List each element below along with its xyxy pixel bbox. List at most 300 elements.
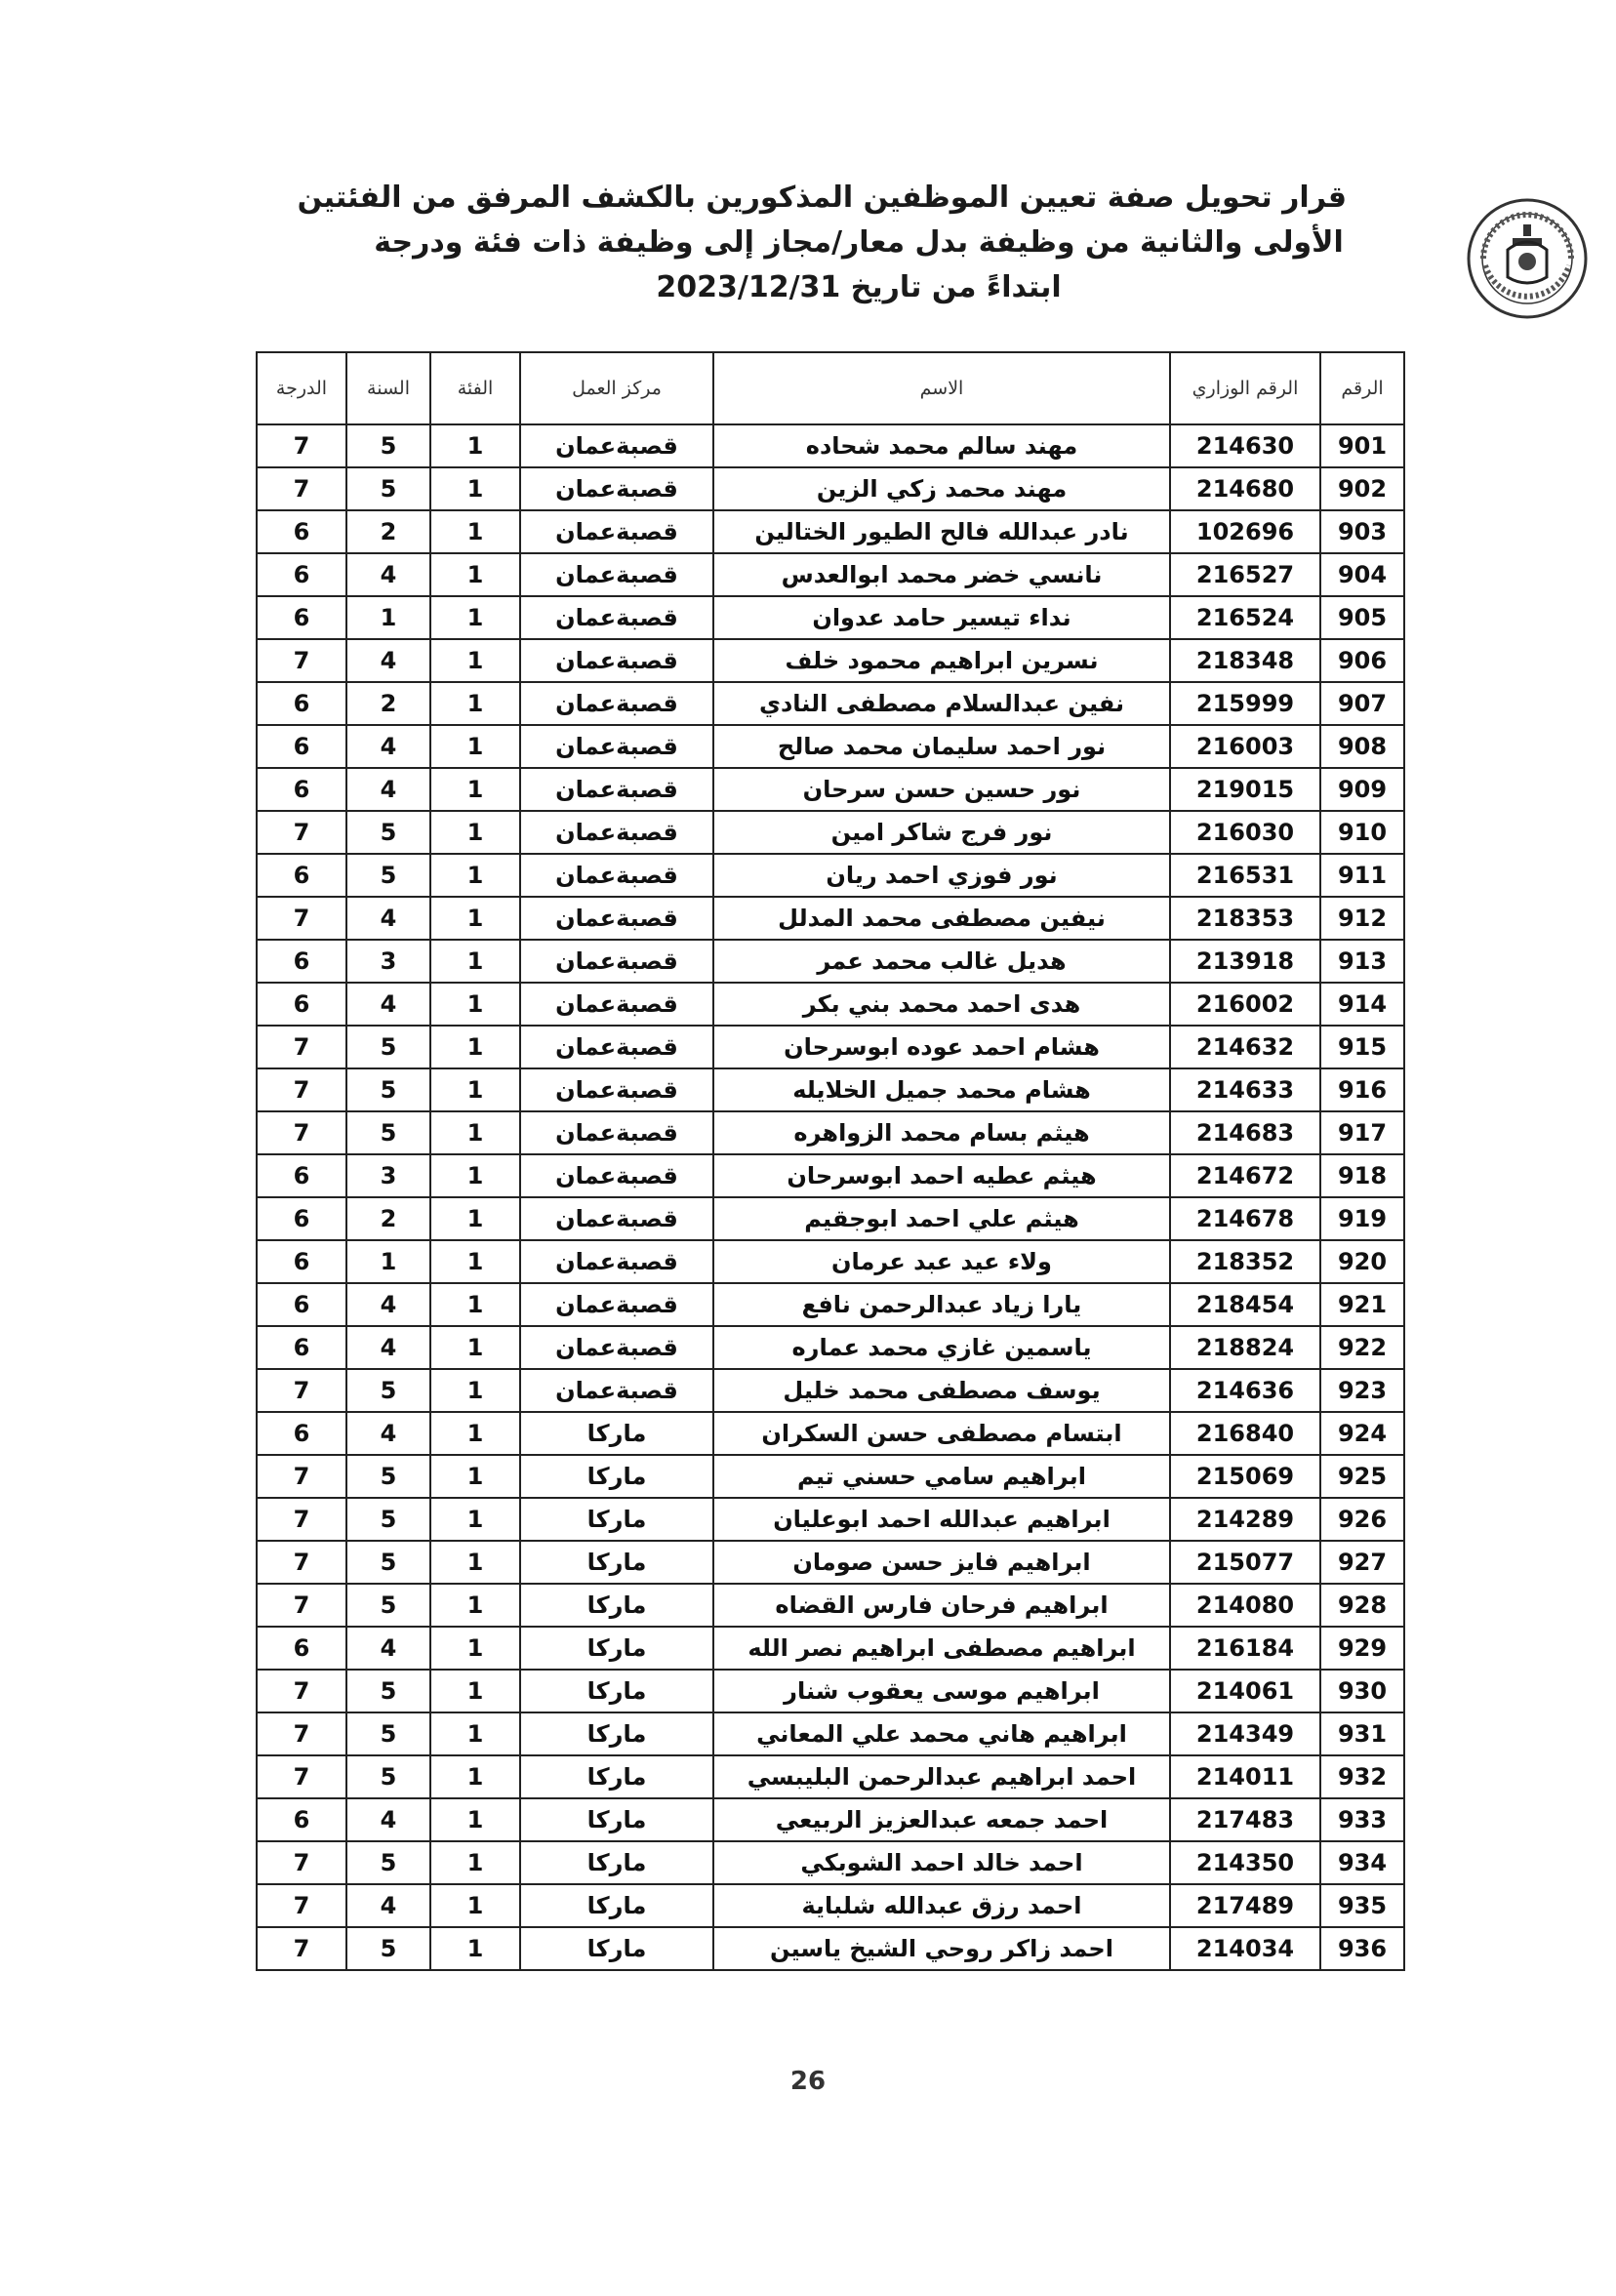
employee-name-cell: ياسمين غازي محمد عماره [713,1326,1170,1369]
employee-name-cell: ابراهيم فرحان فارس القضاه [713,1584,1170,1627]
title-line-2: الأولى والثانية من وظيفة بدل معار/مجاز إلى وظيفة ذات فئة ودرجة [374,225,1344,260]
employee-name-cell: مهند محمد زكي الزين [713,467,1170,510]
grade-cell: 6 [257,1627,346,1670]
employee-name-cell: نور فوزي احمد ريان [713,854,1170,897]
ministry-number-cell: 215069 [1170,1455,1320,1498]
table-row [257,682,1404,725]
work-center-cell: قصبةعمان [520,1240,713,1283]
year-cell: 5 [346,424,430,467]
category-cell: 1 [430,553,520,596]
year-cell: 5 [346,1670,430,1712]
ministry-number-cell: 218352 [1170,1240,1320,1283]
table-header-row [257,352,1404,424]
ministry-number-cell: 215077 [1170,1541,1320,1584]
work-center-cell: ماركا [520,1455,713,1498]
work-center-cell: قصبةعمان [520,725,713,768]
year-cell: 5 [346,1541,430,1584]
column-header-name: الاسم [713,352,1170,424]
table-row [257,725,1404,768]
column-header-grade: الدرجة [257,352,346,424]
work-center-cell: ماركا [520,1627,713,1670]
ministry-number-cell: 214289 [1170,1498,1320,1541]
category-cell: 1 [430,811,520,854]
ministry-number-cell: 216030 [1170,811,1320,854]
table-row [257,1326,1404,1369]
table-row [257,1197,1404,1240]
grade-cell: 7 [257,639,346,682]
employee-name-cell: يارا زياد عبدالرحمن نافع [713,1283,1170,1326]
category-cell: 1 [430,1111,520,1154]
grade-cell: 7 [257,424,346,467]
category-cell: 1 [430,1627,520,1670]
grade-cell: 7 [257,467,346,510]
row-number-cell: 924 [1320,1412,1404,1455]
table-row [257,1927,1404,1970]
category-cell: 1 [430,1455,520,1498]
ministry-number-cell: 214683 [1170,1111,1320,1154]
ministry-number-cell: 214034 [1170,1927,1320,1970]
row-number-cell: 929 [1320,1627,1404,1670]
employees-table [256,351,1405,1971]
grade-cell: 6 [257,1240,346,1283]
work-center-cell: ماركا [520,1798,713,1841]
grade-cell: 6 [257,596,346,639]
category-cell: 1 [430,596,520,639]
work-center-cell: قصبةعمان [520,467,713,510]
year-cell: 5 [346,1712,430,1755]
employee-name-cell: نفين عبدالسلام مصطفى النادي [713,682,1170,725]
category-cell: 1 [430,983,520,1026]
ministry-number-cell: 214350 [1170,1841,1320,1884]
year-cell: 5 [346,1455,430,1498]
category-cell: 1 [430,1026,520,1068]
row-number-cell: 905 [1320,596,1404,639]
table-row [257,1111,1404,1154]
year-cell: 4 [346,1798,430,1841]
table-row [257,553,1404,596]
year-cell: 5 [346,811,430,854]
row-number-cell: 917 [1320,1111,1404,1154]
work-center-cell: ماركا [520,1927,713,1970]
employee-name-cell: نور فرج شاكر امين [713,811,1170,854]
year-cell: 4 [346,1412,430,1455]
category-cell: 1 [430,1584,520,1627]
row-number-cell: 913 [1320,940,1404,983]
row-number-cell: 901 [1320,424,1404,467]
grade-cell: 7 [257,1584,346,1627]
ministry-number-cell: 214680 [1170,467,1320,510]
table-row [257,510,1404,553]
ministry-number-cell: 102696 [1170,510,1320,553]
work-center-cell: قصبةعمان [520,983,713,1026]
grade-cell: 6 [257,682,346,725]
category-cell: 1 [430,1884,520,1927]
work-center-cell: قصبةعمان [520,424,713,467]
category-cell: 1 [430,1240,520,1283]
row-number-cell: 915 [1320,1026,1404,1068]
row-number-cell: 903 [1320,510,1404,553]
table-row [257,424,1404,467]
table-row [257,1627,1404,1670]
employee-name-cell: نور حسين حسن سرحان [713,768,1170,811]
grade-cell: 7 [257,897,346,940]
employee-name-cell: يوسف مصطفى محمد خليل [713,1369,1170,1412]
grade-cell: 6 [257,1798,346,1841]
table-row [257,1498,1404,1541]
grade-cell: 6 [257,1326,346,1369]
employee-name-cell: احمد رزق عبدالله شلباية [713,1884,1170,1927]
work-center-cell: قصبةعمان [520,940,713,983]
grade-cell: 7 [257,1841,346,1884]
work-center-cell: ماركا [520,1670,713,1712]
year-cell: 2 [346,1197,430,1240]
work-center-cell: قصبةعمان [520,811,713,854]
ministry-number-cell: 216531 [1170,854,1320,897]
table-row [257,1541,1404,1584]
year-cell: 5 [346,1927,430,1970]
row-number-cell: 934 [1320,1841,1404,1884]
category-cell: 1 [430,1712,520,1755]
year-cell: 4 [346,639,430,682]
year-cell: 5 [346,1498,430,1541]
grade-cell: 7 [257,811,346,854]
category-cell: 1 [430,1326,520,1369]
employee-name-cell: نيفين مصطفى محمد المدلل [713,897,1170,940]
ministry-number-cell: 214636 [1170,1369,1320,1412]
column-header-number: الرقم [1320,352,1404,424]
employee-name-cell: هيثم بسام محمد الزواهره [713,1111,1170,1154]
grade-cell: 6 [257,510,346,553]
ministry-number-cell: 216840 [1170,1412,1320,1455]
ministry-number-cell: 216524 [1170,596,1320,639]
category-cell: 1 [430,854,520,897]
row-number-cell: 927 [1320,1541,1404,1584]
category-cell: 1 [430,1755,520,1798]
employee-name-cell: احمد جمعه عبدالعزيز الربيعي [713,1798,1170,1841]
grade-cell: 7 [257,1541,346,1584]
category-cell: 1 [430,1541,520,1584]
ministry-seal-icon [1464,195,1591,322]
row-number-cell: 911 [1320,854,1404,897]
ministry-number-cell: 213918 [1170,940,1320,983]
row-number-cell: 933 [1320,1798,1404,1841]
grade-cell: 6 [257,1412,346,1455]
title-line-3: ابتداءً من تاريخ 2023/12/31 [656,270,1062,304]
work-center-cell: قصبةعمان [520,596,713,639]
year-cell: 4 [346,1283,430,1326]
ministry-number-cell: 214080 [1170,1584,1320,1627]
row-number-cell: 919 [1320,1197,1404,1240]
grade-cell: 6 [257,768,346,811]
table-row [257,897,1404,940]
table-row [257,983,1404,1026]
grade-cell: 6 [257,1283,346,1326]
category-cell: 1 [430,1369,520,1412]
grade-cell: 6 [257,553,346,596]
category-cell: 1 [430,1283,520,1326]
column-header-work-center: مركز العمل [520,352,713,424]
grade-cell: 7 [257,1026,346,1068]
employee-name-cell: ابراهيم فايز حسن صومان [713,1541,1170,1584]
category-cell: 1 [430,1927,520,1970]
year-cell: 5 [346,854,430,897]
table-row [257,1283,1404,1326]
work-center-cell: قصبةعمان [520,639,713,682]
year-cell: 4 [346,897,430,940]
grade-cell: 7 [257,1068,346,1111]
ministry-number-cell: 214061 [1170,1670,1320,1712]
employee-name-cell: ابراهيم سامي حسني تيم [713,1455,1170,1498]
employee-name-cell: ابراهيم هاني محمد علي المعاني [713,1712,1170,1755]
grade-cell: 7 [257,1369,346,1412]
table-row [257,1755,1404,1798]
grade-cell: 6 [257,1197,346,1240]
grade-cell: 6 [257,854,346,897]
year-cell: 4 [346,725,430,768]
ministry-number-cell: 214678 [1170,1197,1320,1240]
document-title [297,176,1347,310]
employee-name-cell: هديل غالب محمد عمر [713,940,1170,983]
column-header-year: السنة [346,352,430,424]
year-cell: 5 [346,1026,430,1068]
ministry-number-cell: 214630 [1170,424,1320,467]
work-center-cell: قصبةعمان [520,1369,713,1412]
ministry-number-cell: 218824 [1170,1326,1320,1369]
work-center-cell: ماركا [520,1584,713,1627]
grade-cell: 6 [257,725,346,768]
table-row [257,1240,1404,1283]
ministry-number-cell: 214011 [1170,1755,1320,1798]
table-row [257,1584,1404,1627]
category-cell: 1 [430,1068,520,1111]
employee-name-cell: هيثم عطيه احمد ابوسرحان [713,1154,1170,1197]
employee-name-cell: نانسي خضر محمد ابوالعدس [713,553,1170,596]
work-center-cell: ماركا [520,1841,713,1884]
employee-name-cell: ابتسام مصطفى حسن السكران [713,1412,1170,1455]
row-number-cell: 921 [1320,1283,1404,1326]
grade-cell: 7 [257,1712,346,1755]
category-cell: 1 [430,1197,520,1240]
work-center-cell: ماركا [520,1541,713,1584]
employee-name-cell: ابراهيم مصطفى ابراهيم نصر الله [713,1627,1170,1670]
grade-cell: 6 [257,940,346,983]
work-center-cell: قصبةعمان [520,1197,713,1240]
work-center-cell: قصبةعمان [520,510,713,553]
row-number-cell: 907 [1320,682,1404,725]
work-center-cell: ماركا [520,1712,713,1755]
year-cell: 4 [346,983,430,1026]
ministry-number-cell: 214632 [1170,1026,1320,1068]
row-number-cell: 918 [1320,1154,1404,1197]
employee-name-cell: مهند سالم محمد شحاده [713,424,1170,467]
work-center-cell: قصبةعمان [520,1111,713,1154]
ministry-number-cell: 214672 [1170,1154,1320,1197]
work-center-cell: ماركا [520,1412,713,1455]
year-cell: 4 [346,1326,430,1369]
work-center-cell: قصبةعمان [520,1283,713,1326]
employee-name-cell: هيثم علي احمد ابوجقيم [713,1197,1170,1240]
table-row [257,1154,1404,1197]
row-number-cell: 925 [1320,1455,1404,1498]
row-number-cell: 916 [1320,1068,1404,1111]
year-cell: 2 [346,682,430,725]
employee-name-cell: هشام محمد جميل الخلايله [713,1068,1170,1111]
year-cell: 4 [346,1884,430,1927]
table-row [257,1884,1404,1927]
ministry-number-cell: 216184 [1170,1627,1320,1670]
ministry-number-cell: 216003 [1170,725,1320,768]
work-center-cell: قصبةعمان [520,1026,713,1068]
table-row [257,768,1404,811]
employee-name-cell: هدى احمد محمد بني بكر [713,983,1170,1026]
work-center-cell: قصبةعمان [520,854,713,897]
year-cell: 1 [346,596,430,639]
employee-name-cell: نور احمد سليمان محمد صالح [713,725,1170,768]
category-cell: 1 [430,768,520,811]
work-center-cell: قصبةعمان [520,897,713,940]
row-number-cell: 923 [1320,1369,1404,1412]
year-cell: 5 [346,1841,430,1884]
row-number-cell: 928 [1320,1584,1404,1627]
table-row [257,1712,1404,1755]
grade-cell: 7 [257,1755,346,1798]
grade-cell: 7 [257,1498,346,1541]
year-cell: 5 [346,1068,430,1111]
table-row [257,854,1404,897]
row-number-cell: 920 [1320,1240,1404,1283]
row-number-cell: 902 [1320,467,1404,510]
row-number-cell: 936 [1320,1927,1404,1970]
table-row [257,1369,1404,1412]
year-cell: 4 [346,1627,430,1670]
category-cell: 1 [430,639,520,682]
category-cell: 1 [430,1670,520,1712]
column-header-category: الفئة [430,352,520,424]
row-number-cell: 904 [1320,553,1404,596]
employee-name-cell: ولاء عيد عبد عرمان [713,1240,1170,1283]
table-row [257,811,1404,854]
ministry-number-cell: 217489 [1170,1884,1320,1927]
ministry-number-cell: 214633 [1170,1068,1320,1111]
category-cell: 1 [430,897,520,940]
table-row [257,467,1404,510]
employee-name-cell: احمد خالد احمد الشوبكي [713,1841,1170,1884]
row-number-cell: 930 [1320,1670,1404,1712]
work-center-cell: ماركا [520,1755,713,1798]
table-row [257,1455,1404,1498]
table-row [257,1841,1404,1884]
ministry-number-cell: 215999 [1170,682,1320,725]
table-row [257,940,1404,983]
ministry-number-cell: 218353 [1170,897,1320,940]
ministry-number-cell: 217483 [1170,1798,1320,1841]
work-center-cell: ماركا [520,1498,713,1541]
work-center-cell: قصبةعمان [520,1154,713,1197]
grade-cell: 7 [257,1455,346,1498]
employee-name-cell: نادر عبدالله فالح الطيور الختالين [713,510,1170,553]
table-row [257,596,1404,639]
grade-cell: 7 [257,1111,346,1154]
year-cell: 5 [346,1111,430,1154]
row-number-cell: 931 [1320,1712,1404,1755]
ministry-number-cell: 216527 [1170,553,1320,596]
ministry-number-cell: 214349 [1170,1712,1320,1755]
employee-name-cell: ابراهيم موسى يعقوب شنار [713,1670,1170,1712]
ministry-number-cell: 218454 [1170,1283,1320,1326]
row-number-cell: 906 [1320,639,1404,682]
work-center-cell: ماركا [520,1884,713,1927]
table-row [257,1670,1404,1712]
row-number-cell: 910 [1320,811,1404,854]
table-row [257,639,1404,682]
year-cell: 5 [346,1584,430,1627]
row-number-cell: 932 [1320,1755,1404,1798]
table-row [257,1798,1404,1841]
category-cell: 1 [430,467,520,510]
category-cell: 1 [430,510,520,553]
grade-cell: 6 [257,1154,346,1197]
grade-cell: 7 [257,1927,346,1970]
row-number-cell: 935 [1320,1884,1404,1927]
category-cell: 1 [430,682,520,725]
row-number-cell: 922 [1320,1326,1404,1369]
year-cell: 2 [346,510,430,553]
year-cell: 3 [346,940,430,983]
row-number-cell: 926 [1320,1498,1404,1541]
table-row [257,1026,1404,1068]
work-center-cell: قصبةعمان [520,682,713,725]
employee-name-cell: احمد ابراهيم عبدالرحمن البليبسي [713,1755,1170,1798]
ministry-number-cell: 216002 [1170,983,1320,1026]
employee-name-cell: هشام احمد عوده ابوسرحان [713,1026,1170,1068]
category-cell: 1 [430,424,520,467]
title-line-1: قرار تحويل صفة تعيين الموظفين المذكورين بالكشف المرفق من الفئتين [297,181,1347,215]
year-cell: 5 [346,467,430,510]
work-center-cell: قصبةعمان [520,553,713,596]
category-cell: 1 [430,1412,520,1455]
employee-name-cell: نداء تيسير حامد عدوان [713,596,1170,639]
table-body [257,424,1404,1970]
year-cell: 5 [346,1755,430,1798]
row-number-cell: 914 [1320,983,1404,1026]
year-cell: 1 [346,1240,430,1283]
ministry-number-cell: 218348 [1170,639,1320,682]
category-cell: 1 [430,1798,520,1841]
work-center-cell: قصبةعمان [520,1068,713,1111]
page-number: 26 [789,2067,827,2096]
category-cell: 1 [430,1154,520,1197]
employee-name-cell: نسرين ابراهيم محمود خلف [713,639,1170,682]
row-number-cell: 908 [1320,725,1404,768]
category-cell: 1 [430,1498,520,1541]
year-cell: 5 [346,1369,430,1412]
table-row [257,1412,1404,1455]
year-cell: 3 [346,1154,430,1197]
work-center-cell: قصبةعمان [520,1326,713,1369]
employee-name-cell: احمد زاكر روحي الشيخ ياسين [713,1927,1170,1970]
ministry-number-cell: 219015 [1170,768,1320,811]
grade-cell: 7 [257,1670,346,1712]
employee-name-cell: ابراهيم عبدالله احمد ابوعليان [713,1498,1170,1541]
grade-cell: 6 [257,983,346,1026]
row-number-cell: 912 [1320,897,1404,940]
year-cell: 4 [346,553,430,596]
grade-cell: 7 [257,1884,346,1927]
year-cell: 4 [346,768,430,811]
column-header-ministry-number: الرقم الوزاري [1170,352,1320,424]
work-center-cell: قصبةعمان [520,768,713,811]
table-row [257,1068,1404,1111]
